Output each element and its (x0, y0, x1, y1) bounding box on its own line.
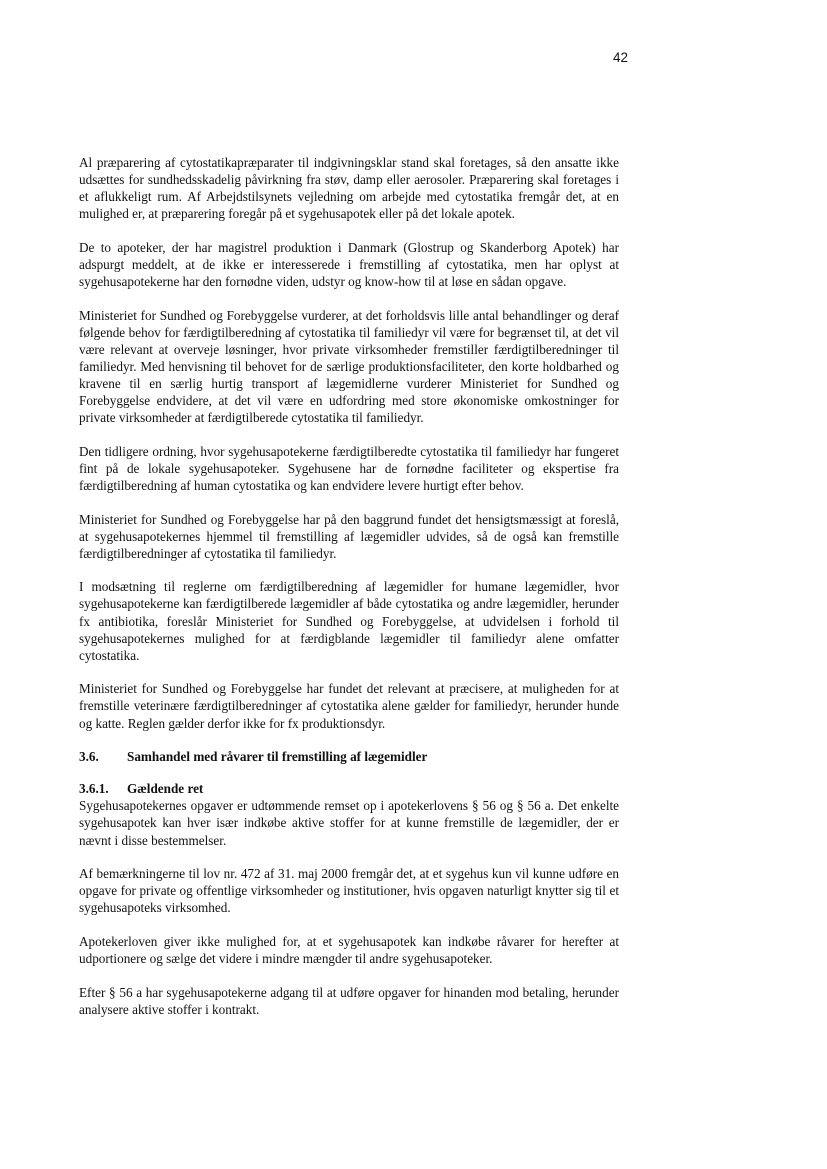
paragraph: Ministeriet for Sundhed og Forebyggelse har på den baggrund fundet det hensigtsmæssigt at foreslå, at sygehusapotekernes hjemmel til fremstilling af lægemidler udvides, så de også kan fremstille færdigtilberedninger af cytostatika til familiedyr. (79, 511, 619, 561)
subsection-heading (79, 780, 619, 797)
paragraph: Apotekerloven giver ikke mulighed for, at et sygehusapotek kan indkøbe råvarer for herefter at udportionere og sælge det videre i mindre mængder til andre sygehusapoteker. (79, 933, 619, 966)
paragraph: Efter § 56 a har sygehusapotekerne adgang til at udføre opgaver for hinanden mod betaling, herunder analysere aktive stoffer i kontrakt. (79, 984, 619, 1017)
page-number: 42 (612, 50, 628, 65)
section-heading (79, 748, 619, 765)
paragraph: Af bemærkningerne til lov nr. 472 af 31. maj 2000 fremgår det, at et sygehus kun vil kunne udføre en opgave for private og offentlige virksomheder og institutioner, hvis opgaven naturligt knytter sig til et sygehusapoteks virksomhed. (79, 866, 619, 916)
subsection-number: 3.6.1. (79, 781, 109, 797)
document-body (79, 154, 619, 1034)
paragraph: Den tidligere ordning, hvor sygehusapotekerne færdigtilberedte cytostatika til familiedyr har fungeret fint på de lokale sygehusapoteker. Sygehusene har de fornødne faciliteter og ekspertise fra færdigtilberedning af human cytostatika og kan endvidere levere hurtigt efter behov. (79, 443, 619, 493)
section-number: 3.6. (79, 749, 99, 765)
paragraph: I modsætning til reglerne om færdigtilberedning af lægemidler for humane lægemidler, hvor sygehusapotekerne kan færdigtilberede lægemidler af både cytostatika og andre lægemidler, herunder fx antibiotika, foreslår Ministeriet for Sundhed og Forebyggelse, at udvidelsen i forhold til sygehusapotekernes mulighed for at færdigblande lægemidler til familiedyr alene omfatter cytostatika. (79, 579, 619, 663)
section-title: Samhandel med råvarer til fremstilling af lægemidler (127, 749, 428, 765)
paragraph: Sygehusapotekernes opgaver er udtømmende remset op i apotekerlovens § 56 og § 56 a. Det enkelte sygehusapotek kan hver især indkøbe aktive stoffer for at kunne fremstille de lægemidler, der er nævnt i disse bestemmelser. (79, 798, 619, 848)
paragraph: Al præparering af cytostatikapræparater til indgivningsklar stand skal foretages, så den ansatte ikke udsættes for sundhedsskadelig påvirkning fra støv, damp eller aerosoler. Præparering skal foretages i et aflukkeligt rum. Af Arbejdstilsynets vejledning om arbejde med cytostatika fremgår det, at en mulighed er, at præparering foregår på et sygehusapotek eller på det lokale apotek. (79, 155, 619, 222)
paragraph: De to apoteker, der har magistrel produktion i Danmark (Glostrup og Skanderborg Apotek) har adspurgt meddelt, at de ikke er interesserede i fremstilling af cytostatika, men har oplyst at sygehusapotekerne har den fornødne viden, udstyr og know-how til at løse en sådan opgave. (79, 239, 619, 290)
subsection-title: Gældende ret (127, 781, 204, 797)
paragraph: Ministeriet for Sundhed og Forebyggelse vurderer, at det forholdsvis lille antal behandlinger og deraf følgende behov for færdigtilberedning af cytostatika til familiedyr vil være for begrænset til, at det vil være relevant at overveje løsninger, hvor private virksomheder fremstiller færdigtilberedninger til familiedyr. Med henvisning til behovet for de særlige produktionsfaciliteter, den korte holdbarhed og kravene til en særlig hurtig transport af lægemidlerne vurderer Ministeriet for Sundhed og Forebyggelse endvidere, at det vil være en udfordring med store økonomiske omkostninger for private virksomheder at færdigtilberede cytostatika til familiedyr. (79, 307, 619, 426)
paragraph: Ministeriet for Sundhed og Forebyggelse har fundet det relevant at præcisere, at muligheden for at fremstille veterinære færdigtilberedninger af cytostatika alene gælder for familiedyr, herunder hunde og katte. Reglen gælder derfor ikke for fx produktionsdyr. (79, 681, 619, 731)
